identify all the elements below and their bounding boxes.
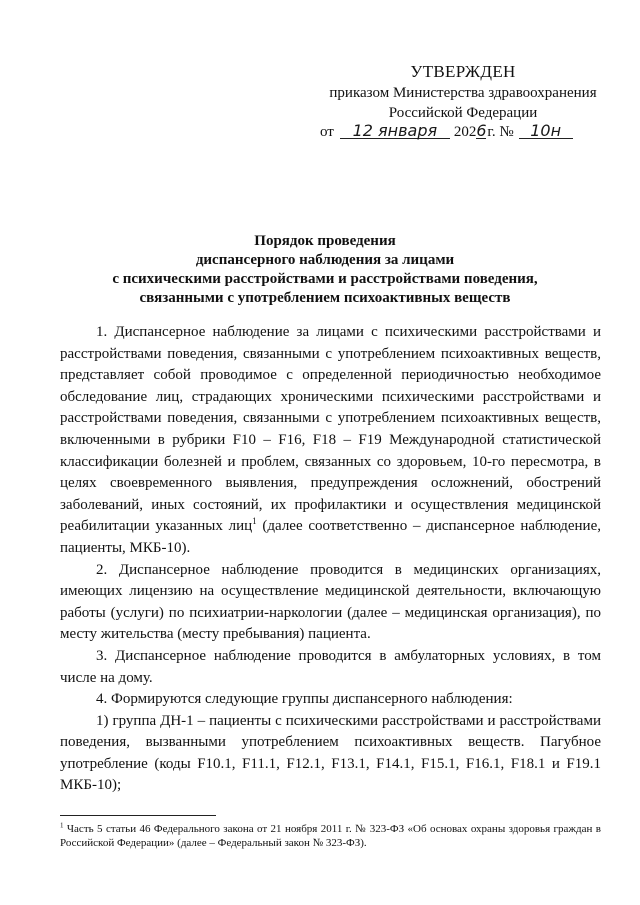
title-line-2: диспансерного наблюдения за лицами [195,252,455,268]
title-line-3: с психическими расстройствами и расстройствами поведения, [112,271,538,287]
paragraph-3: 3. Диспансерное наблюдение проводится в амбулаторных условиях, в том числе на дому. [60,647,601,686]
approval-stamp [318,62,608,123]
approval-title: УТВЕРЖДЕН [410,62,516,81]
document-body [60,322,601,797]
title-line-1: Порядок проведения [254,233,396,249]
paragraph-1 [60,322,601,560]
approval-issuer: приказом Министерства здравоохранения [329,85,597,101]
footnote-mark: 1 [60,821,64,830]
paragraph-5: 1) группа ДН-1 – пациенты с психическими расстройствами и расстройствами поведения, вызванными употреблением психоактивных веществ. Пагубное употребление (коды F10.1, F11.1, F12.1, F13.1, F14.1, F15.1, F16.1, F18.1 и F19.1 МКБ-10); [60,712,601,794]
footnote [60,822,601,850]
paragraph-1-tail: (далее соответственно – диспансерное наблюдение, пациенты, МКБ-10). [60,518,601,556]
handwritten-year-digit: 6 [476,121,487,140]
paragraph-4: 4. Формируются следующие группы диспансерного наблюдения: [96,691,513,708]
approval-date-line [320,122,610,142]
title-line-4: связанными с употреблением психоактивных веществ [139,290,511,306]
footnote-text [60,822,601,850]
paragraph-2: 2. Диспансерное наблюдение проводится в медицинских организациях, имеющих лицензию на осуществление медицинской деятельности, включающую работы (услуги) по психиатрии-наркологии (далее – медицинская организация), по месту жительства (месту пребывания) пациента. [60,561,601,643]
footnote-body: Часть 5 статьи 46 Федерального закона от 21 ноября 2011 г. № 323-ФЗ «Об основах охраны здоровья граждан в Российской Федерации» (далее – Федеральный закон № 323-ФЗ). [60,823,601,849]
document-title [60,232,590,308]
year-suffix: г. № [487,124,514,140]
paragraph-1-text: 1. Диспансерное наблюдение за лицами с психическими расстройствами и расстройствами поведения, связанными с употреблением психоактивных веществ, представляет собой проводимое с определенной периодичностью необходимое обследование лиц, страдающих хроническими психическими расстройствами и расстройствами поведения, связанными с употреблением психоактивных веществ, включенными в рубрики F10 – F16, F18 – F19 Международной статистической классификации болезней и проблем, связанных со здоровьем, 10-го пересмотра, в целях своевременного выявления, предупреждения осложнений, обострений заболеваний, иных состояний, их профилактики и осуществления медицинской реабилитации указанных лиц [60,324,601,535]
approval-country: Российской Федерации [388,105,538,121]
handwritten-order-number: 10н [519,123,573,139]
footnote-divider [60,815,216,816]
handwritten-date: 12 января [340,123,450,139]
date-prefix: от [320,124,334,140]
footnote-reference: 1 [252,516,257,527]
year-prefix: 202 [453,124,477,140]
